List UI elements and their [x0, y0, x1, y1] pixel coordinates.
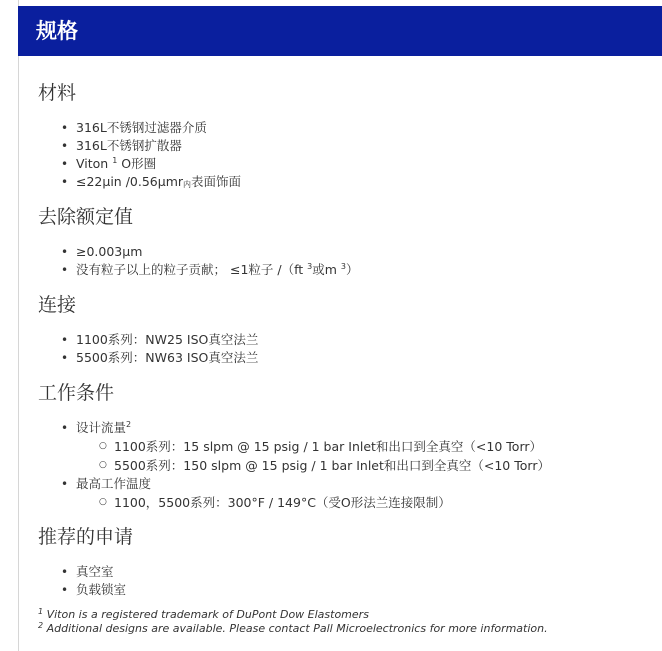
list-item: • ≤22μin /0.56μmr$_内$表面饰面	[38, 173, 241, 191]
materials-section	[38, 80, 241, 191]
list-item: • Viton $^1$ O形圈	[38, 155, 241, 173]
footnote-ref: 2	[126, 420, 132, 429]
applications-list	[38, 563, 133, 599]
sublist-item: ○ 5500系列：150 slpm @ 15 psig / 1 bar Inlet和出口到全真空（<10 Torr）	[76, 456, 550, 475]
list-item: • ≥0.003μm	[38, 243, 359, 261]
footnote-1: $^1$ Viton is a registered trademark of DuPont Dow Elastomers	[38, 607, 369, 621]
list-item: • 1100系列：NW25 ISO真空法兰	[38, 331, 258, 349]
conditions-list	[38, 419, 550, 512]
page-title: 规格	[36, 19, 78, 43]
removal-list	[38, 243, 359, 279]
connections-section	[38, 292, 258, 367]
conditions-section	[38, 380, 550, 512]
temp-sublist	[76, 493, 550, 512]
list-item: • 316L不锈钢扩散器	[38, 137, 241, 155]
applications-heading: 推荐的申请	[38, 526, 134, 548]
list-item: • 没有粒子以上的粒子贡献； ≤1粒子 /（ft $^3$或m $^3$）	[38, 261, 359, 279]
list-item: • 真空室	[38, 563, 133, 581]
section-header	[18, 6, 662, 56]
footnote-2: $^2$ Additional designs are available. Please contact Pall Microelectronics for more information.	[38, 621, 548, 635]
removal-heading: 去除额定值	[38, 206, 134, 228]
list-item: • 最高工作温度 ○ 1100，5500系列：300°F / 149°C（受O形法兰连接限制）	[38, 475, 550, 512]
list-item: • 设计流量$^2$ ○ 1100系列：15 slpm @ 15 psig / 1 bar Inlet和出口到全真空（<10 Torr） ○ 5500系列：150 slpm @ 15 psig / 1 bar Inlet和出口到全真空（<10 Torr）	[38, 419, 550, 475]
sublist-item: ○ 1100，5500系列：300°F / 149°C（受O形法兰连接限制）	[76, 493, 550, 512]
footnote-ref: 1	[112, 156, 118, 165]
flow-sublist	[76, 437, 550, 475]
list-item: • 负载锁室	[38, 581, 133, 599]
applications-section	[38, 524, 133, 599]
connections-heading: 连接	[38, 294, 77, 316]
list-item: • 5500系列：NW63 ISO真空法兰	[38, 349, 258, 367]
connections-list	[38, 331, 258, 367]
materials-list	[38, 119, 241, 191]
sublist-item: ○ 1100系列：15 slpm @ 15 psig / 1 bar Inlet和出口到全真空（<10 Torr）	[76, 437, 550, 456]
list-item: • 316L不锈钢过滤器介质	[38, 119, 241, 137]
materials-heading: 材料	[38, 82, 77, 104]
footnotes	[38, 608, 548, 636]
removal-section	[38, 204, 359, 279]
conditions-heading: 工作条件	[38, 382, 115, 404]
